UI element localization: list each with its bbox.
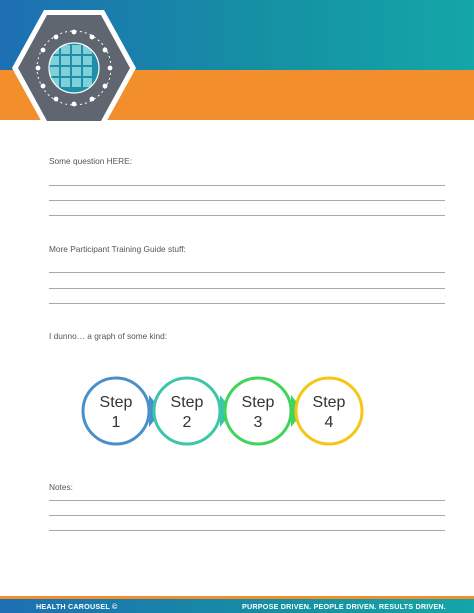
step-2-title: Step bbox=[170, 394, 204, 411]
notes-line[interactable] bbox=[49, 530, 445, 531]
step-2-number: 2 bbox=[182, 414, 192, 431]
footer-bar bbox=[0, 599, 474, 613]
step-4 bbox=[296, 378, 362, 444]
step-1 bbox=[83, 378, 162, 444]
step-2 bbox=[154, 378, 233, 444]
step-4-title: Step bbox=[312, 394, 346, 411]
notes-line[interactable] bbox=[49, 515, 445, 516]
step-3 bbox=[225, 378, 304, 444]
answer-line[interactable] bbox=[49, 288, 445, 289]
notes-label: Notes: bbox=[49, 482, 73, 492]
answer-line[interactable] bbox=[49, 200, 445, 201]
question-label-2: More Participant Training Guide stuff: bbox=[49, 244, 186, 254]
step-1-title: Step bbox=[99, 394, 133, 411]
step-3-number: 3 bbox=[253, 414, 263, 431]
steps-diagram bbox=[74, 374, 374, 448]
question-label-1: Some question HERE: bbox=[49, 156, 133, 166]
footer-company: HEALTH CAROUSEL © bbox=[36, 601, 118, 611]
step-4-number: 4 bbox=[324, 414, 334, 431]
step-1-number: 1 bbox=[111, 414, 121, 431]
answer-line[interactable] bbox=[49, 303, 445, 304]
question-label-3: I dunno… a graph of some kind: bbox=[49, 331, 168, 341]
notes-line[interactable] bbox=[49, 500, 445, 501]
answer-line[interactable] bbox=[49, 185, 445, 186]
step-3-title: Step bbox=[241, 394, 275, 411]
answer-line[interactable] bbox=[49, 215, 445, 216]
footer-tagline: PURPOSE DRIVEN. PEOPLE DRIVEN. RESULTS DRIVEN. bbox=[242, 601, 446, 611]
answer-line[interactable] bbox=[49, 272, 445, 273]
company-logo bbox=[10, 8, 138, 128]
